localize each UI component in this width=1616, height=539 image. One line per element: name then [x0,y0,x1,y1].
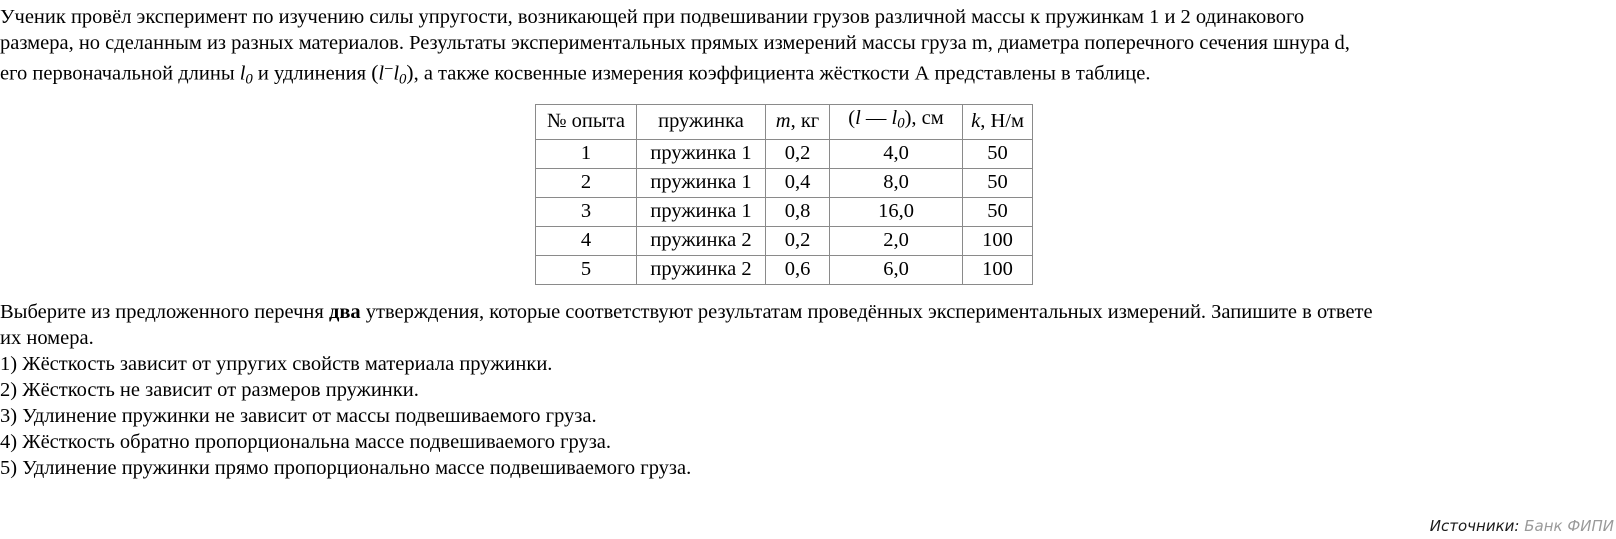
symbol-l-final: l [378,62,385,85]
cell-stiffness: 100 [963,255,1033,284]
prompt-line-1 [0,299,1616,325]
prompt-line-1-after: утверждения, которые соответствуют результатам проведённых экспериментальных измерений. Запишите в ответе [360,301,1373,323]
symbol-l-initial-2: l [393,62,400,85]
cell-stiffness: 50 [963,168,1033,197]
cell-stiffness: 100 [963,226,1033,255]
cell-stiffness: 50 [963,139,1033,168]
table-header-row [536,105,1033,140]
list-item[interactable]: 3) Удлинение пружинки не зависит от массы подвешиваемого груза. [0,405,597,427]
elongation-prefix: ( [848,107,856,129]
mass-unit: , кг [790,109,820,132]
cell-mass: 0,2 [766,226,830,255]
cell-spring: пружинка 2 [637,226,766,255]
results-table-wrapper [535,104,1033,285]
symbol-minus: − [384,59,394,78]
list-item[interactable]: 5) Удлинение пружинки прямо пропорционально массе подвешиваемого груза. [0,457,692,479]
cell-elongation: 8,0 [830,168,963,197]
symbol-l-initial-2-subscript: 0 [399,71,407,88]
prompt-line-1-before: Выберите из предложенного перечня [0,301,329,323]
answer-options-list [0,351,1616,481]
column-header-experiment-no: № опыта [536,105,637,140]
column-header-stiffness [963,105,1033,140]
question-prompt [0,299,1616,351]
symbol-l-initial-subscript: 0 [245,71,253,88]
results-table [535,104,1033,285]
cell-spring: пружинка 1 [637,168,766,197]
elongation-l0-subscript: 0 [897,115,905,132]
stiffness-unit: , Н/м [980,109,1024,132]
cell-experiment-no: 3 [536,197,637,226]
cell-spring: пружинка 1 [637,139,766,168]
cell-experiment-no: 1 [536,139,637,168]
cell-elongation: 2,0 [830,226,963,255]
table-row [536,168,1033,197]
cell-experiment-no: 4 [536,226,637,255]
mass-symbol: m [775,109,791,132]
cell-elongation: 4,0 [830,139,963,168]
symbol-l-initial: l [239,62,246,85]
source-label: Источники: [1429,517,1520,535]
elongation-suffix: ), см [904,107,944,129]
table-row [536,255,1033,284]
table-row [536,139,1033,168]
list-item[interactable]: 2) Жёсткость не зависит от размеров пружинки. [0,379,419,401]
cell-mass: 0,2 [766,139,830,168]
elongation-open-paren: ( [371,60,379,85]
column-header-mass [766,105,830,140]
cell-stiffness: 50 [963,197,1033,226]
column-header-spring: пружинка [637,105,766,140]
intro-line-2: размера, но сделанным из разных материалов. Результаты экспериментальных прямых измерений массы груза m, диаметра поперечного сечения шнура d, [0,32,1350,54]
elongation-l0: l [891,107,898,129]
cell-elongation: 6,0 [830,255,963,284]
cell-mass: 0,8 [766,197,830,226]
cell-spring: пружинка 1 [637,197,766,226]
source-value: Банк ФИПИ [1524,517,1614,535]
prompt-emphasis-two: два [328,301,361,323]
table-row [536,226,1033,255]
elongation-dash: — [860,107,892,129]
source-attribution [1430,517,1614,535]
intro-line-3-head: его первоначальной длины [0,62,235,85]
intro-line-3 [0,56,1616,92]
column-header-elongation [830,105,963,140]
cell-experiment-no: 2 [536,168,637,197]
intro-paragraph [0,4,1616,92]
list-item[interactable]: 1) Жёсткость зависит от упругих свойств материала пружинки. [0,353,553,375]
cell-mass: 0,4 [766,168,830,197]
intro-line-1: Ученик провёл эксперимент по изучению силы упругости, возникающей при подвешивании грузов различной массы к пружинкам 1 и 2 одинакового [0,6,1305,28]
stiffness-symbol: k [971,109,981,132]
intro-line-3-tail: , а также косвенные измерения коэффициента жёсткости А представлены в таблице. [413,62,1151,85]
elongation-close-paren: ) [406,60,414,85]
prompt-line-2: их номера. [0,327,94,349]
intro-line-3-mid: и удлинения [257,62,367,85]
table-row [536,197,1033,226]
list-item[interactable]: 4) Жёсткость обратно пропорциональна массе подвешиваемого груза. [0,431,612,453]
cell-spring: пружинка 2 [637,255,766,284]
elongation-l: l [855,107,861,129]
cell-experiment-no: 5 [536,255,637,284]
cell-elongation: 16,0 [830,197,963,226]
table-body [536,139,1033,284]
cell-mass: 0,6 [766,255,830,284]
